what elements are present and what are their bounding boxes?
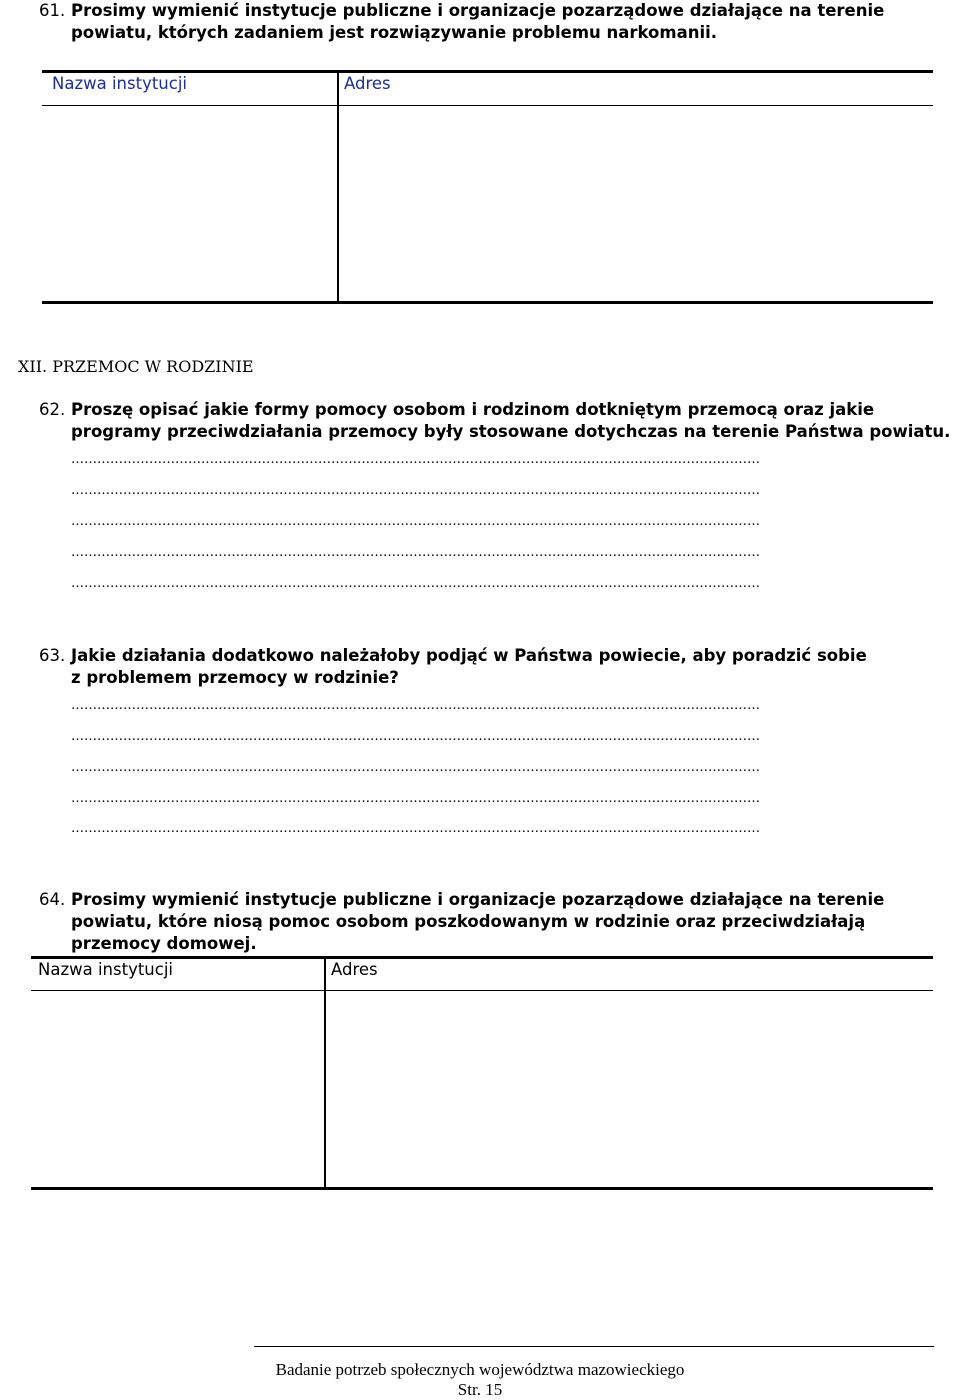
footer-title: Badanie potrzeb społecznych województwa mazowieckiego: [275, 1360, 685, 1379]
table-name-cell[interactable]: [31, 991, 324, 1187]
question-number: 62.: [39, 400, 66, 419]
answer-line[interactable]: ……………………………………………………………………………………………………………………………………………: [71, 577, 760, 591]
column-header-name: Nazwa instytucji: [52, 74, 188, 93]
answer-line[interactable]: ……………………………………………………………………………………………………………………………………………: [71, 484, 760, 498]
answer-line[interactable]: ……………………………………………………………………………………………………………………………………………: [71, 546, 760, 560]
column-header-address: Adres: [344, 74, 391, 93]
table-address-cell[interactable]: [326, 991, 933, 1187]
answer-line[interactable]: ……………………………………………………………………………………………………………………………………………: [71, 761, 760, 775]
section-title: XII. PRZEMOC W RODZINIE: [18, 357, 254, 376]
table-top-rule: [42, 70, 933, 73]
column-header-name: Nazwa instytucji: [38, 960, 174, 979]
answer-line[interactable]: ……………………………………………………………………………………………………………………………………………: [71, 515, 760, 529]
question-number: 64.: [39, 890, 66, 909]
table-address-cell[interactable]: [339, 106, 933, 301]
table-bottom-rule: [42, 301, 933, 304]
column-header-address: Adres: [331, 960, 378, 979]
question-text: Jakie działania dodatkowo należałoby podjąć w Państwa powiecie, aby poradzić sobie z problemem przemocy w rodzinie?: [71, 646, 867, 687]
answer-line[interactable]: ……………………………………………………………………………………………………………………………………………: [71, 453, 760, 467]
question-text: Proszę opisać jakie formy pomocy osobom i rodzinom dotkniętym przemocą oraz jakie programy przeciwdziałania przemocy były stosowane dotychczas na terenie Państwa powiatu.: [71, 400, 951, 441]
answer-line[interactable]: ……………………………………………………………………………………………………………………………………………: [71, 792, 760, 806]
answer-line[interactable]: ……………………………………………………………………………………………………………………………………………: [71, 699, 760, 713]
table-name-cell[interactable]: [42, 106, 337, 301]
question-text: Prosimy wymienić instytucje publiczne i organizacje pozarządowe działające na terenie powiatu, które niosą pomoc osobom poszkodowanym w rodzinie oraz przeciwdziałają przemocy domowej.: [71, 890, 885, 953]
page-number: Str. 15: [457, 1380, 503, 1399]
table-top-rule: [31, 956, 933, 959]
answer-line[interactable]: ……………………………………………………………………………………………………………………………………………: [71, 730, 760, 744]
answer-line[interactable]: ……………………………………………………………………………………………………………………………………………: [71, 822, 760, 836]
table-bottom-rule: [31, 1187, 933, 1190]
question-number: 61.: [39, 1, 66, 20]
footer-rule: [254, 1346, 934, 1347]
question-number: 63.: [39, 646, 66, 665]
question-text: Prosimy wymienić instytucje publiczne i organizacje pozarządowe działające na terenie powiatu, których zadaniem jest rozwiązywanie problemu narkomanii.: [71, 1, 885, 42]
